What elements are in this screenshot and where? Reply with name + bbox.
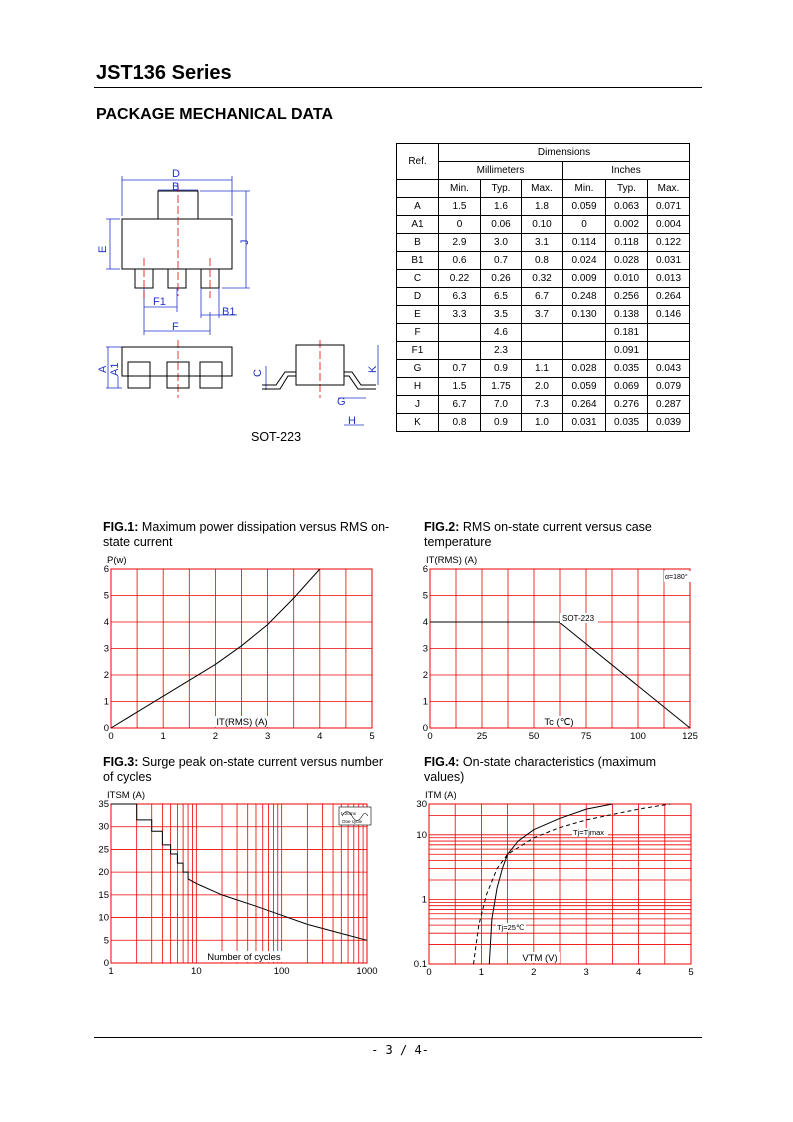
value-cell: 0.091	[606, 342, 648, 360]
y-axis-label: P(w)	[107, 555, 127, 566]
x-axis-label: Number of cycles	[207, 952, 281, 963]
y-axis-label: ITM (A)	[425, 790, 457, 801]
x-tick-label: 4	[635, 967, 642, 978]
value-cell: 0.181	[606, 324, 648, 342]
value-cell: 3.3	[439, 306, 481, 324]
ref-cell: E	[397, 306, 439, 324]
dimensions-table	[396, 143, 690, 432]
y-tick-label: 4	[422, 617, 428, 628]
series-label-tjmax: Tj=Tjmax	[573, 828, 605, 837]
x-tick-label: 25	[476, 731, 488, 742]
value-cell: 3.0	[481, 234, 522, 252]
value-cell: 0.8	[522, 252, 563, 270]
x-tick-label: 2	[531, 967, 537, 978]
y-axis-label: IT(RMS) (A)	[426, 555, 478, 566]
value-cell: 0.287	[648, 396, 690, 414]
fig4-label: FIG.4:	[424, 755, 460, 769]
value-cell: 0.22	[439, 270, 481, 288]
x-tick-label: 3	[264, 731, 271, 742]
x-tick-label: 1	[478, 967, 485, 978]
fig1-chart	[96, 550, 386, 745]
value-cell: 1.6	[481, 198, 522, 216]
value-cell: 0.146	[648, 306, 690, 324]
table-row	[397, 324, 690, 342]
value-cell: 0.138	[606, 306, 648, 324]
dim-label-E: E	[97, 245, 109, 253]
footer-rule	[94, 1037, 702, 1038]
y-tick-label: 3	[422, 643, 428, 655]
value-cell: 0.009	[563, 270, 606, 288]
y-tick-label: 2	[422, 670, 428, 681]
value-cell: 4.6	[481, 324, 522, 342]
value-cell	[439, 342, 481, 360]
fig1-label: FIG.1:	[103, 520, 139, 534]
value-cell: 0.7	[439, 360, 481, 378]
x-tick-label: 1	[160, 731, 166, 742]
value-cell: 2.9	[439, 234, 481, 252]
y-tick-label: 10	[416, 829, 427, 841]
value-cell	[522, 342, 563, 360]
ref-cell: B	[397, 234, 439, 252]
value-cell: 1.8	[522, 198, 563, 216]
fig2-label: FIG.2:	[424, 520, 460, 534]
value-cell: 6.7	[522, 288, 563, 306]
dim-label-C: C	[252, 369, 264, 377]
x-tick-label: 5	[688, 967, 694, 978]
ref-header: Ref.	[397, 144, 439, 180]
x-tick-label: 1000	[356, 966, 378, 977]
value-cell: 0.130	[563, 306, 606, 324]
value-cell: 0.002	[606, 216, 648, 234]
value-cell: 3.7	[522, 306, 563, 324]
ref-cell: B1	[397, 252, 439, 270]
table-row	[397, 198, 690, 216]
table-row	[397, 216, 690, 234]
value-cell: 0.059	[563, 378, 606, 396]
x-tick-label: 1	[108, 966, 114, 977]
value-cell	[648, 324, 690, 342]
series-line	[474, 804, 671, 964]
series-title: JST136 Series	[96, 62, 232, 84]
value-cell: 0.8	[439, 414, 481, 432]
body-outline	[122, 219, 232, 269]
table-row	[397, 234, 690, 252]
table-row	[397, 360, 690, 378]
fig1-caption	[103, 520, 393, 550]
dimensions-header: Dimensions	[439, 144, 690, 162]
value-cell: 0.010	[606, 270, 648, 288]
dimensions-table-body	[397, 198, 690, 432]
value-cell: 0.122	[648, 234, 690, 252]
value-cell	[563, 342, 606, 360]
sub-header: Max.	[648, 180, 690, 198]
value-cell: 3.5	[481, 306, 522, 324]
ref-cell: F	[397, 324, 439, 342]
y-tick-label: 3	[103, 643, 109, 655]
value-cell: 1.0	[522, 414, 563, 432]
sub-header-row	[397, 180, 690, 198]
y-tick-label: 25	[98, 844, 109, 856]
x-tick-label: 100	[630, 731, 646, 742]
y-tick-label: 5	[103, 935, 109, 947]
sub-header: Max.	[522, 180, 563, 198]
value-cell: 0.013	[648, 270, 690, 288]
x-tick-label: 4	[317, 731, 323, 742]
y-tick-label: 20	[98, 867, 109, 879]
fig3-label: FIG.3:	[103, 755, 139, 769]
ref-cell: C	[397, 270, 439, 288]
y-tick-label: 6	[103, 564, 109, 575]
x-tick-label: 2	[212, 731, 219, 742]
plot-frame	[111, 804, 367, 963]
y-tick-label: 5	[422, 590, 428, 602]
annotation-t: t=20ms	[341, 811, 356, 816]
table-row	[397, 378, 690, 396]
dim-label-F: F	[172, 321, 179, 333]
value-cell: 0.024	[563, 252, 606, 270]
value-cell: 0.10	[522, 216, 563, 234]
ref-cell: A1	[397, 216, 439, 234]
fig2-chart	[418, 550, 708, 745]
y-tick-label: 30	[98, 821, 109, 833]
dim-label-A: A	[97, 365, 109, 373]
ref-cell: D	[397, 288, 439, 306]
dim-label-H: H	[348, 415, 356, 427]
value-cell: 0.063	[606, 198, 648, 216]
x-tick-label: 50	[528, 731, 540, 742]
value-cell: 0.069	[606, 378, 648, 396]
table-row	[397, 252, 690, 270]
table-row	[397, 288, 690, 306]
value-cell: 7.3	[522, 396, 563, 414]
in-header: Inches	[563, 162, 690, 180]
package-drawing	[94, 160, 394, 450]
value-cell: 0.035	[606, 414, 648, 432]
sub-header: Min.	[439, 180, 481, 198]
value-cell: 1.1	[522, 360, 563, 378]
value-cell: 0.06	[481, 216, 522, 234]
value-cell: 0.276	[606, 396, 648, 414]
value-cell: 0.248	[563, 288, 606, 306]
value-cell: 0.028	[606, 252, 648, 270]
x-axis-label: Tc (℃)	[544, 717, 574, 728]
value-cell: 0.256	[606, 288, 648, 306]
value-cell: 0.031	[648, 252, 690, 270]
value-cell: 0.7	[481, 252, 522, 270]
value-cell: 0.031	[563, 414, 606, 432]
value-cell: 0.059	[563, 198, 606, 216]
value-cell: 0.9	[481, 414, 522, 432]
table-row	[397, 342, 690, 360]
sub-header: Typ.	[606, 180, 648, 198]
section-title: PACKAGE MECHANICAL DATA	[96, 106, 334, 123]
y-tick-label: 5	[103, 590, 109, 602]
value-cell: 0	[439, 216, 481, 234]
annotation-package: SOT-223	[562, 614, 595, 623]
value-cell: 0	[563, 216, 606, 234]
y-tick-label: 6	[422, 564, 428, 575]
y-tick-label: 30	[416, 799, 427, 810]
y-tick-label: 0	[103, 958, 109, 969]
ref-cell: F1	[397, 342, 439, 360]
value-cell: 2.0	[522, 378, 563, 396]
value-cell: 0.9	[481, 360, 522, 378]
table-row	[397, 414, 690, 432]
value-cell	[648, 342, 690, 360]
y-tick-label: 10	[98, 912, 109, 924]
value-cell: 6.7	[439, 396, 481, 414]
annotation-alpha: α=180°	[665, 574, 688, 581]
ref-cell: H	[397, 378, 439, 396]
fig3-chart	[96, 785, 386, 980]
annotation-cycle: One cycle	[342, 819, 363, 824]
value-cell: 0.26	[481, 270, 522, 288]
x-tick-label: 0	[427, 731, 433, 742]
value-cell: 0.264	[648, 288, 690, 306]
lead-2	[168, 269, 186, 288]
value-cell: 0.071	[648, 198, 690, 216]
y-tick-label: 0.1	[413, 959, 427, 970]
value-cell: 0.118	[606, 234, 648, 252]
fig1-title: Maximum power dissipation versus RMS on-state current	[103, 520, 390, 549]
dim-label-K: K	[367, 365, 379, 373]
y-axis-label: ITSM (A)	[107, 790, 145, 801]
ref-cell: G	[397, 360, 439, 378]
dim-label-B1: B1	[222, 306, 236, 318]
value-cell: 7.0	[481, 396, 522, 414]
value-cell: 0.028	[563, 360, 606, 378]
value-cell	[522, 324, 563, 342]
x-tick-label: 3	[583, 967, 589, 978]
y-tick-label: 0	[422, 723, 428, 734]
x-tick-label: 0	[426, 967, 432, 978]
dim-label-F1: F1	[153, 296, 166, 308]
fig4-chart	[413, 785, 708, 980]
value-cell: 6.3	[439, 288, 481, 306]
x-tick-label: 125	[682, 731, 698, 742]
x-tick-label: 10	[191, 966, 202, 977]
value-cell: 0.079	[648, 378, 690, 396]
fig3-title: Surge peak on-state current versus number of cycles	[103, 755, 384, 784]
value-cell: 1.75	[481, 378, 522, 396]
fig3-caption	[103, 755, 393, 785]
value-cell: 2.3	[481, 342, 522, 360]
dim-label-A1: A1	[109, 362, 121, 376]
fig4-title: On-state characteristics (maximum values)	[424, 755, 657, 784]
series-label-tj25: Tj=25℃	[497, 923, 525, 932]
ref-cell: A	[397, 198, 439, 216]
value-cell: 0.114	[563, 234, 606, 252]
x-axis-label: IT(RMS) (A)	[216, 717, 268, 728]
y-tick-label: 15	[98, 889, 109, 901]
value-cell: 0.264	[563, 396, 606, 414]
x-axis-label: VTM (V)	[522, 953, 558, 964]
fig2-title: RMS on-state current versus case temperature	[424, 520, 652, 549]
x-tick-label: 0	[108, 731, 114, 742]
fig2-caption	[424, 520, 694, 550]
dim-label-D: D	[172, 168, 180, 180]
y-tick-label: 2	[103, 670, 109, 681]
y-tick-label: 0	[103, 723, 109, 734]
dim-label-B: B	[172, 181, 180, 193]
value-cell: 0.6	[439, 252, 481, 270]
value-cell	[563, 324, 606, 342]
mm-header: Millimeters	[439, 162, 563, 180]
ref-cell: K	[397, 414, 439, 432]
value-cell: 0.32	[522, 270, 563, 288]
package-name: SOT-223	[251, 430, 302, 444]
value-cell	[439, 324, 481, 342]
y-tick-label: 4	[103, 617, 109, 628]
y-tick-label: 35	[98, 799, 109, 810]
y-tick-label: 1	[422, 696, 428, 708]
value-cell: 1.5	[439, 378, 481, 396]
y-tick-label: 1	[103, 696, 109, 708]
table-row	[397, 396, 690, 414]
value-cell: 0.035	[606, 360, 648, 378]
dim-label-G: G	[337, 396, 346, 408]
sub-header: Min.	[563, 180, 606, 198]
ref-cell: J	[397, 396, 439, 414]
y-tick-label: 1	[421, 894, 427, 906]
value-cell: 0.039	[648, 414, 690, 432]
value-cell: 0.004	[648, 216, 690, 234]
dim-label-J: J	[239, 239, 251, 245]
table-row	[397, 306, 690, 324]
table-row	[397, 270, 690, 288]
header-rule	[94, 87, 702, 88]
x-tick-label: 5	[369, 731, 375, 742]
x-tick-label: 100	[273, 966, 290, 977]
value-cell: 3.1	[522, 234, 563, 252]
value-cell: 1.5	[439, 198, 481, 216]
page-number: - 3 / 4-	[371, 1043, 429, 1057]
value-cell: 0.043	[648, 360, 690, 378]
sub-header: Typ.	[481, 180, 522, 198]
value-cell: 6.5	[481, 288, 522, 306]
x-tick-label: 75	[580, 731, 592, 742]
fig4-caption	[424, 755, 694, 785]
